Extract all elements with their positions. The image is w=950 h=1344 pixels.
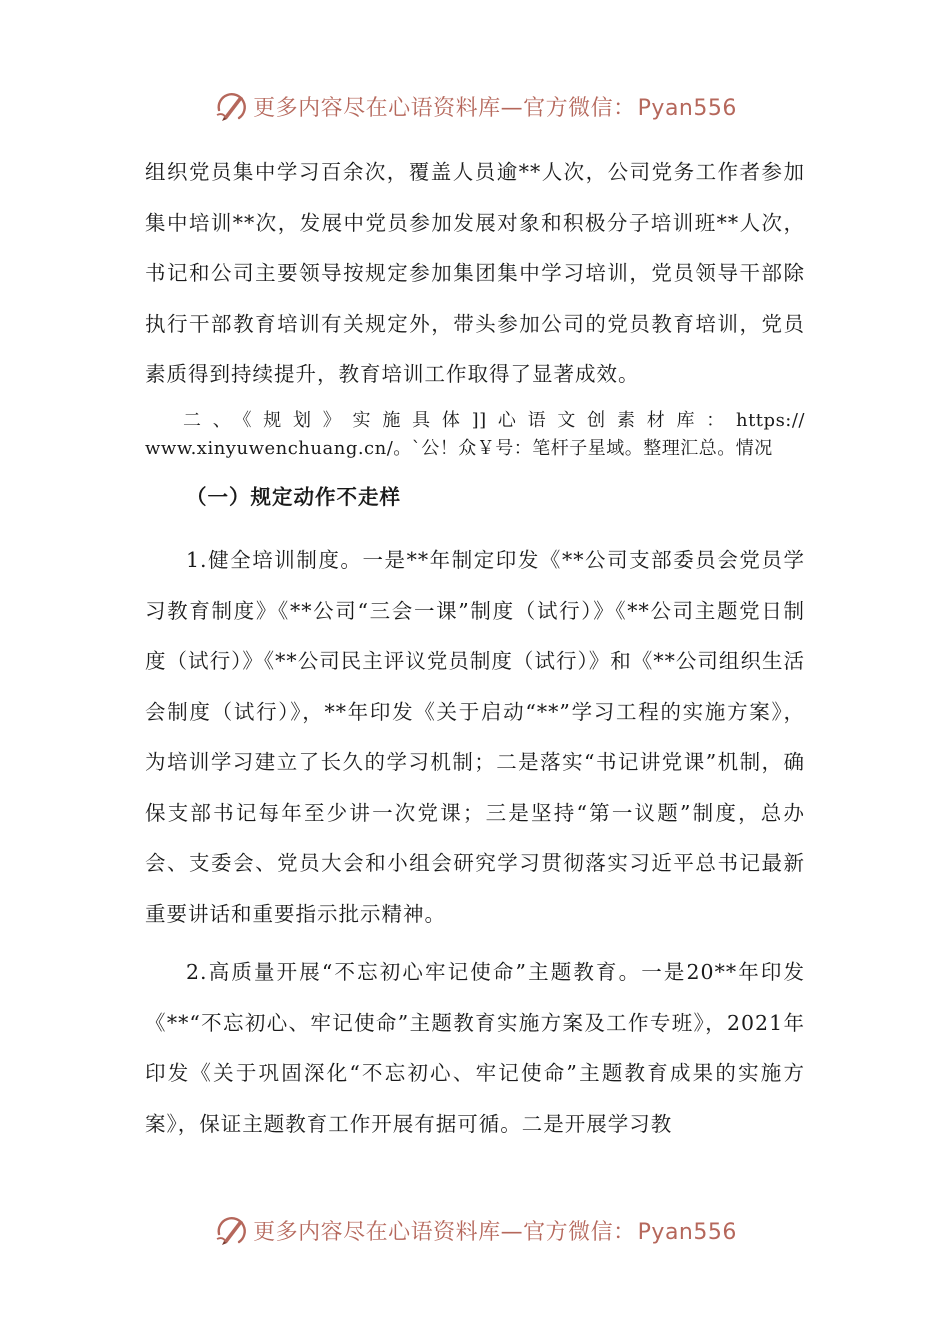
- pen-circle-icon: [213, 1212, 249, 1248]
- section-2-line-2: www.xinyuwenchuang.cn/。`公！众￥号：笔杆子星域。整理汇总。情况: [145, 438, 773, 459]
- item-2-paragraph: 2.高质量开展“不忘初心牢记使命”主题教育。一是20**年印发《**“不忘初心、牢记使命”主题教育实施方案及工作专班》，2021年印发《关于巩固深化“不忘初心、牢记使命”主题教育成果的实施方案》，保证主题教育工作开展有据可循。二是开展学习教: [145, 960, 805, 1136]
- footer-watermark: [0, 1210, 950, 1250]
- section-2-line-1: 二、《规划》实施具体]]心语文创素材库：https://: [183, 410, 805, 431]
- intro-paragraph: 组织党员集中学习百余次，覆盖人员逾**人次，公司党务工作者参加集中培训**次，发展中党员参加发展对象和积极分子培训班**人次，书记和公司主要领导按规定参加集团集中学习培训，党员领导干部除执行干部教育培训有关规定外，带头参加公司的党员教育培训，党员素质得到持续提升，教育培训工作取得了显著成效。: [145, 160, 805, 386]
- watermark-text: 更多内容尽在心语资料库—官方微信：Pyan556: [253, 1219, 737, 1245]
- header-watermark: [0, 86, 950, 126]
- subheading-1: （一）规定动作不走样: [186, 485, 401, 509]
- item-1-paragraph: 1.健全培训制度。一是**年制定印发《**公司支部委员会党员学习教育制度》《**公司“三会一课”制度（试行）》《**公司主题党日制度（试行）》《**公司民主评议党员制度（试行）》和《**公司组织生活会制度（试行）》，**年印发《关于启动“**”学习工程的实施方案》，为培训学习建立了长久的学习机制；二是落实“书记讲党课”机制，确保支部书记每年至少讲一次党课；三是坚持“第一议题”制度，总办会、支委会、党员大会和小组会研究学习贯彻落实习近平总书记最新重要讲话和重要指示批示精神。: [145, 548, 805, 926]
- section-2-title: [145, 407, 805, 463]
- pen-circle-icon: [213, 88, 249, 124]
- watermark-text: 更多内容尽在心语资料库—官方微信：Pyan556: [253, 95, 737, 121]
